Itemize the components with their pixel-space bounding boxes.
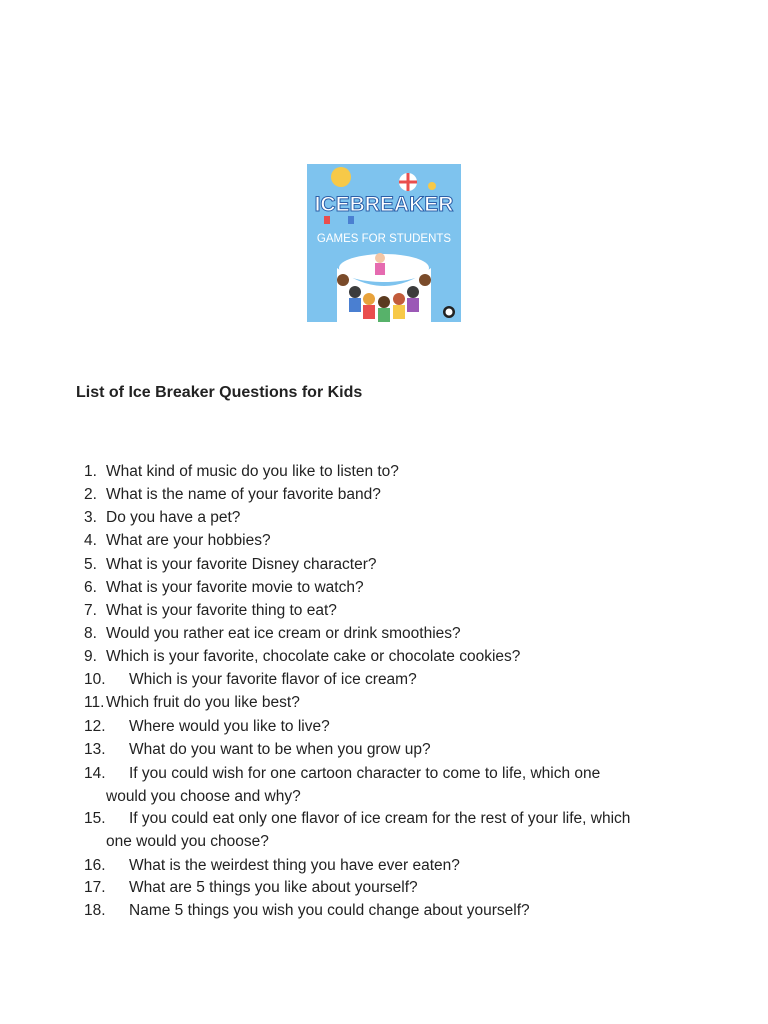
item-text: What are your hobbies?: [106, 532, 271, 549]
item-text: What are 5 things you like about yourself?: [129, 879, 418, 896]
item-text: What is your favorite movie to watch?: [106, 579, 364, 596]
item-number: 8.: [84, 625, 97, 642]
item-number: 14.: [84, 765, 106, 782]
item-text: Which fruit do you like best?: [106, 694, 300, 711]
item-number: 10.: [84, 671, 106, 688]
item-text: What is the name of your favorite band?: [106, 486, 381, 503]
item-number: 12.: [84, 718, 106, 735]
item-number: 5.: [84, 556, 97, 573]
item-text: What kind of music do you like to listen to?: [106, 463, 399, 480]
item-number: 2.: [84, 486, 97, 503]
item-text: Name 5 things you wish you could change about yourself?: [129, 902, 530, 919]
item-text: What is your favorite thing to eat?: [106, 602, 337, 619]
item-number: 7.: [84, 602, 97, 619]
item-text: What is the weirdest thing you have ever eaten?: [129, 857, 460, 874]
cover-title: ICEBREAKER: [314, 193, 454, 216]
item-text-continued: one would you choose?: [106, 833, 269, 850]
item-number: 4.: [84, 532, 97, 549]
item-number: 13.: [84, 741, 106, 758]
item-text: Do you have a pet?: [106, 509, 241, 526]
item-text: If you could wish for one cartoon character to come to life, which one: [129, 765, 601, 782]
icebreaker-illustration: [307, 164, 461, 322]
item-number: 1.: [84, 463, 97, 480]
item-number: 17.: [84, 879, 106, 896]
item-number: 15.: [84, 810, 106, 827]
item-text: What is your favorite Disney character?: [106, 556, 377, 573]
item-number: 16.: [84, 857, 106, 874]
cover-subtitle: GAMES FOR STUDENTS: [316, 233, 452, 245]
item-number: 11.: [84, 694, 105, 711]
item-number: 9.: [84, 648, 97, 665]
item-text: Would you rather eat ice cream or drink smoothies?: [106, 625, 461, 642]
item-text: What do you want to be when you grow up?: [129, 741, 431, 758]
page-heading: List of Ice Breaker Questions for Kids: [76, 384, 363, 401]
item-text: Which is your favorite, chocolate cake or chocolate cookies?: [106, 648, 521, 665]
cover-image: [307, 164, 461, 322]
item-text: If you could eat only one flavor of ice cream for the rest of your life, which: [129, 810, 631, 827]
item-number: 6.: [84, 579, 97, 596]
item-number: 18.: [84, 902, 106, 919]
item-text: Which is your favorite flavor of ice cream?: [129, 671, 417, 688]
item-text: Where would you like to live?: [129, 718, 330, 735]
item-text-continued: would you choose and why?: [106, 788, 301, 805]
item-number: 3.: [84, 509, 97, 526]
